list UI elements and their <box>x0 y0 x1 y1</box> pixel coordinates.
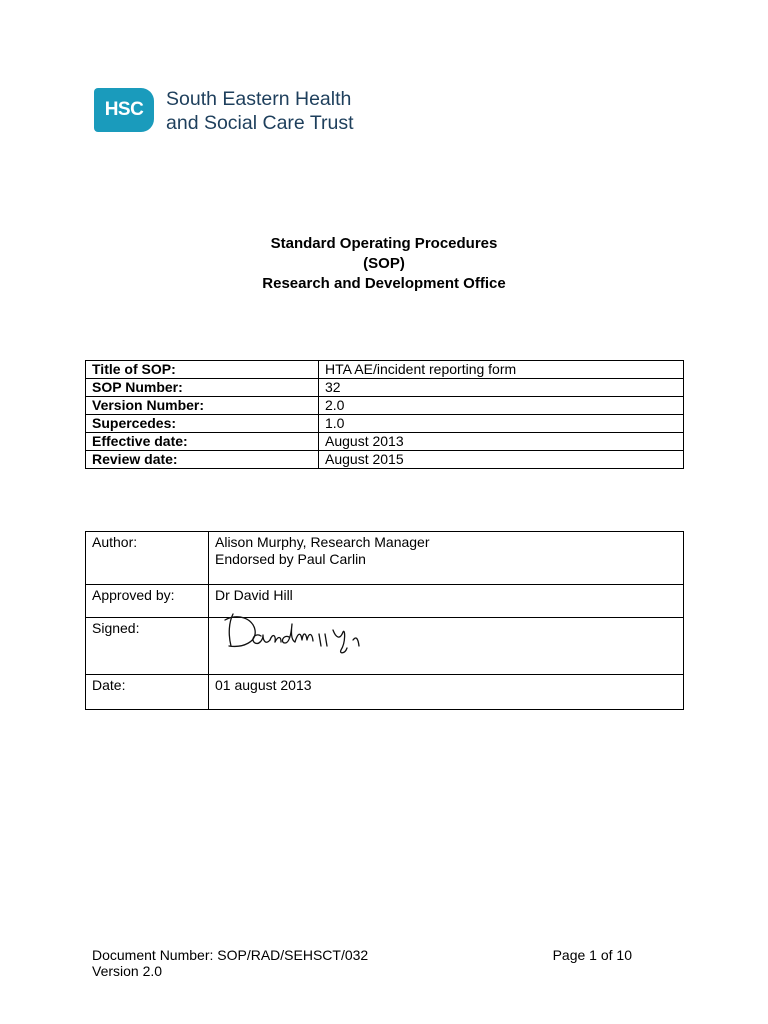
table-row <box>86 433 684 451</box>
sop-number-label: SOP Number: <box>86 379 319 397</box>
version-number-label: Version Number: <box>86 397 319 415</box>
effective-date-value: August 2013 <box>319 433 684 451</box>
author-name: Alison Murphy, Research Manager <box>215 534 430 550</box>
hsc-badge: HSC <box>94 88 154 132</box>
title-line3: Research and Development Office <box>262 275 506 292</box>
author-value <box>209 532 684 585</box>
version-label: Version 2.0 <box>92 963 163 979</box>
sop-title-label: Title of SOP: <box>86 361 319 379</box>
trust-name-line2: and Social Care Trust <box>166 112 354 134</box>
approved-by-label: Approved by: <box>86 585 209 618</box>
date-label: Date: <box>86 675 209 710</box>
sop-details-table <box>85 360 684 469</box>
review-date-label: Review date: <box>86 451 319 469</box>
sop-title-value: HTA AE/incident reporting form <box>319 361 684 379</box>
table-row <box>86 618 684 675</box>
document-number: Document Number: SOP/RAD/SEHSCT/032 <box>92 947 369 963</box>
table-row <box>86 361 684 379</box>
table-row <box>86 379 684 397</box>
page-number: Page 1 of 10 <box>552 947 632 963</box>
title-line2: (SOP) <box>363 255 405 272</box>
page-footer <box>92 947 632 979</box>
table-row <box>86 415 684 433</box>
table-row <box>86 532 684 585</box>
trust-name-line1: South Eastern Health <box>166 88 352 110</box>
version-number-value: 2.0 <box>319 397 684 415</box>
handwritten-signature <box>215 610 385 656</box>
endorsed-by: Endorsed by Paul Carlin <box>215 551 366 567</box>
document-title <box>0 234 768 294</box>
supercedes-label: Supercedes: <box>86 415 319 433</box>
sop-number-value: 32 <box>319 379 684 397</box>
approved-by-value: Dr David Hill <box>209 585 684 618</box>
supercedes-value: 1.0 <box>319 415 684 433</box>
trust-name <box>166 87 354 135</box>
signed-label: Signed: <box>86 618 209 675</box>
signature-cell <box>209 618 684 675</box>
author-label: Author: <box>86 532 209 585</box>
trust-logo <box>94 88 354 135</box>
date-value: 01 august 2013 <box>209 675 684 710</box>
effective-date-label: Effective date: <box>86 433 319 451</box>
review-date-value: August 2015 <box>319 451 684 469</box>
table-row <box>86 451 684 469</box>
table-row <box>86 675 684 710</box>
title-line1: Standard Operating Procedures <box>270 235 498 252</box>
approval-table <box>85 531 684 710</box>
table-row <box>86 397 684 415</box>
